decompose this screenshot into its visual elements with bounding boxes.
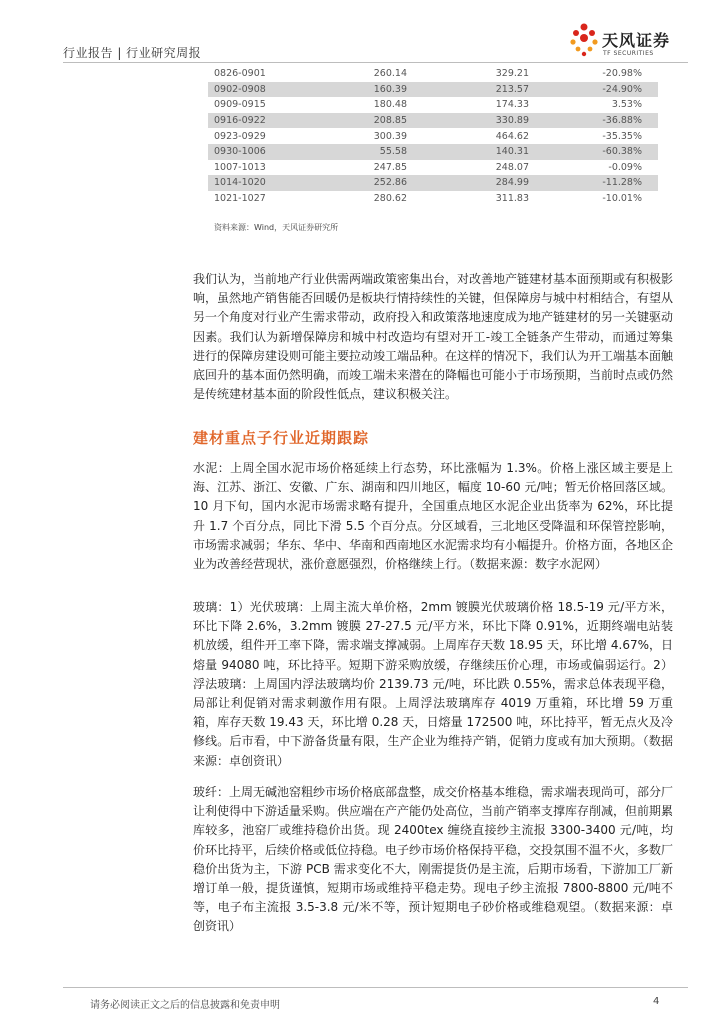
company-logo [568, 22, 688, 62]
table-cell-value-a: 260.14 [373, 68, 407, 80]
table-cell-value-b: 213.57 [407, 82, 529, 98]
table-cell-value-b: 174.33 [495, 99, 529, 111]
table-cell-change: -11.28% [529, 175, 658, 191]
header-divider [63, 62, 688, 63]
table-cell-period: 1007-1013 [214, 161, 266, 173]
table-row [208, 144, 658, 160]
table-cell-change: -10.01% [602, 193, 642, 205]
table-cell-period: 0909-0915 [214, 99, 266, 111]
section-title: 建材重点子行业近期跟踪 [193, 429, 370, 447]
table-cell-value-a: 160.39 [334, 82, 407, 98]
table-row [208, 82, 658, 98]
table-cell-value-b: 311.83 [495, 193, 529, 205]
page-number: 4 [653, 996, 660, 1007]
table-cell-period: 0930-1006 [208, 144, 334, 160]
table-row [208, 113, 658, 129]
table-row [208, 175, 658, 191]
table-row [208, 191, 658, 207]
table-cell-value-b: 140.31 [407, 144, 529, 160]
table-cell-change: -20.98% [602, 68, 642, 80]
table-cell-value-a: 252.86 [334, 175, 407, 191]
table-cell-period: 1021-1027 [214, 193, 266, 205]
glass-paragraph: 玻璃：1）光伏玻璃：上周主流大单价格，2mm 镀膜光伏玻璃价格 18.5-19 元/平方米，环比下降 2.6%，3.2mm 镀膜 27-27.5 元/平方米，环比下降 0.91%，近期终端电站装机放缓，组件开工率下降，需求端支撑减弱。上周库存天数 18.95 天，环比增 4.67%，日熔量 94080 吨，环比持平。短期下游采购放缓，存继续压价心理，市场或偏弱运行。2）浮法玻璃：上周国内浮法玻璃均价 2139.73 元/吨，环比跌 0.55%，需求总体表现平稳，局部让利促销对需求刺激作用有限。上周浮法玻璃库存 4019 万重箱，环比增 59 万重箱，库存天数 19.43 天，环比增 0.28 天，日熔量 172500 吨，环比持平，暂无点火及冷修线。后市看，中下游备货量有限，生产企业为维持产销，促销力度或有加大预期。（数据来源：卓创资讯） [193, 600, 673, 768]
table-row [208, 128, 658, 144]
table-row [208, 97, 658, 113]
fiberglass-paragraph: 玻纤：上周无碱池窑粗纱市场价格底部盘整，成交价格基本维稳，需求端表现尚可，部分厂让利使得中下游适量采购。供应端在产产能仍处高位，当前产销率支撑库存削减，但前期累库较多，池窑厂或维持稳价出货。现 2400tex 缠绕直接纱主流报 3300-3400 元/吨，均价环比持平，后续价格或低位持稳。电子纱市场价格保持平稳，交投氛围不温不火，多数厂稳价出货为主，下游 PCB 需求变化不大，刚需提货仍是主流，后期市场看，下游加工厂新增订单一般，提货谨慎，短期市场或维持平稳走势。现电子纱主流报 7800-8800 元/吨不等，电子布主流报 3.5-3.8 元/米不等，预计短期电子砂价格或维稳观望。（数据来源：卓创资讯） [193, 785, 674, 934]
table-cell-value-a: 180.48 [373, 99, 407, 111]
table-cell-period: 0923-0929 [214, 130, 266, 142]
logo-text-en: TF SECURITIES [603, 50, 654, 57]
table-cell-change: -60.38% [529, 144, 658, 160]
table-cell-period: 0916-0922 [208, 113, 334, 129]
table-source-note: 资料来源：Wind，天风证券研究所 [214, 223, 339, 232]
table-cell-value-a: 280.62 [373, 193, 407, 205]
logo-mark-icon [568, 22, 600, 58]
table-cell-value-a: 247.85 [373, 161, 407, 173]
table-cell-change: -36.88% [529, 113, 658, 129]
logo-text-cn: 天风证券 [602, 31, 671, 50]
table-cell-value-b: 248.07 [495, 161, 529, 173]
table-cell-value-b: 464.62 [495, 130, 529, 142]
table-row [208, 160, 658, 176]
cement-paragraph: 水泥：上周全国水泥市场价格延续上行态势，环比涨幅为 1.3%。价格上涨区域主要是上海、江苏、浙江、安徽、广东、湖南和四川地区，幅度 10-60 元/吨；暂无价格回落区域。10 月下旬，国内水泥市场需求略有提升，全国重点地区水泥企业出货率为 62%，环比提升 1.7 个百分点，同比下滑 5.5 个百分点。分区域看，三北地区受降温和环保管控影响，市场需求减弱；华东、华中、华南和西南地区水泥需求均有小幅提升。价格方面，各地区企业为改善经营现状，涨价意愿强烈，价格继续上行。（数据来源：数字水泥网） [193, 461, 674, 572]
table-cell-period: 0902-0908 [208, 82, 334, 98]
table-cell-value-b: 329.21 [495, 68, 529, 80]
report-type-label: 行业报告 | 行业研究周报 [63, 46, 202, 60]
table-cell-change: -0.09% [608, 161, 642, 173]
table-cell-change: -24.90% [529, 82, 658, 98]
table-row [208, 66, 658, 82]
table-cell-value-a: 208.85 [334, 113, 407, 129]
footer-divider [63, 987, 688, 988]
table-cell-period: 0826-0901 [214, 68, 266, 80]
analysis-paragraph: 我们认为，当前地产行业供需两端政策密集出台，对改善地产链建材基本面预期或有积极影响，虽然地产销售能否回暖仍是板块行情持续性的关键，但保障房与城中村相结合，有望从另一个角度对行业产生需求带动，政府投入和政策落地速度成为地产链建材的另一关键驱动因素。我们认为新增保障房和城中村改造均有望对开工-竣工全链条产生带动，而通过筹集进行的保障房建设则可能主要拉动竣工端品种。在这样的情况下，我们认为开工端基本面触底回升的基本面仍然明确，而竣工端未来潜在的降幅也可能小于市场预期，当前时点或仍然是传统建材基本面的阶段性低点，建议积极关注。 [193, 272, 674, 402]
table-cell-value-a: 300.39 [373, 130, 407, 142]
table-cell-value-b: 330.89 [407, 113, 529, 129]
table-cell-change: 3.53% [611, 99, 642, 111]
data-table [208, 66, 658, 206]
table-cell-change: -35.35% [602, 130, 642, 142]
table-cell-value-b: 284.99 [407, 175, 529, 191]
disclaimer-text: 请务必阅读正文之后的信息披露和免责申明 [90, 1000, 280, 1011]
table-cell-value-a: 55.58 [334, 144, 407, 160]
table-cell-period: 1014-1020 [208, 175, 334, 191]
